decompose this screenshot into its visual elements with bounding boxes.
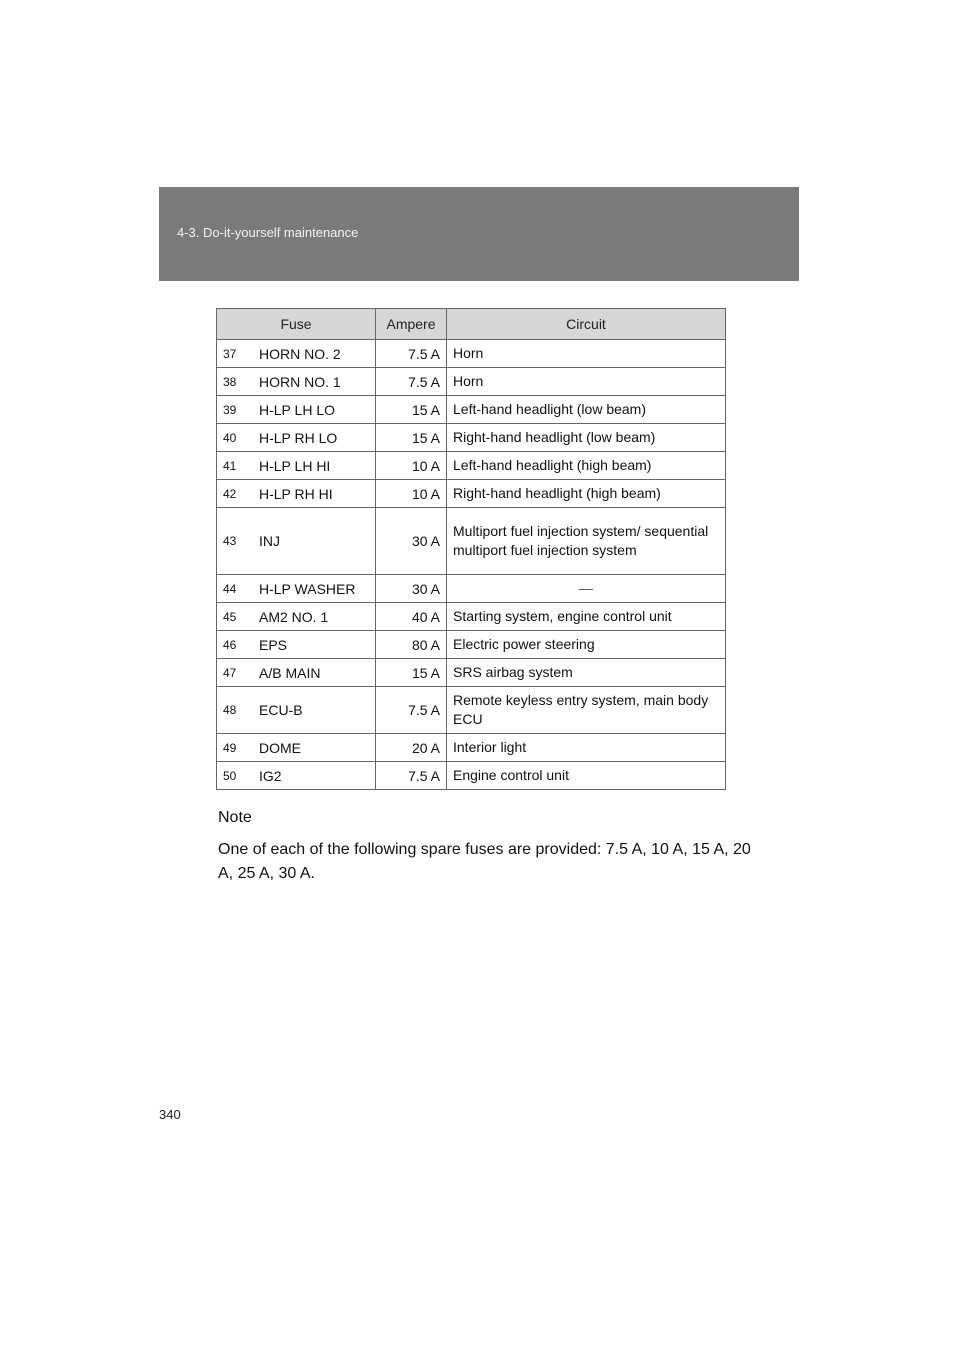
fuse-circuit: Left-hand headlight (low beam) — [447, 396, 726, 424]
table-row — [217, 687, 726, 734]
note-title: Note — [218, 809, 252, 826]
fuse-circuit: Electric power steering — [447, 631, 726, 659]
note-section — [218, 806, 758, 894]
table-row — [217, 396, 726, 424]
column-header-fuse: Fuse — [217, 309, 376, 340]
fuse-number: 43 — [217, 508, 254, 575]
fuse-name: H-LP RH LO — [253, 424, 376, 452]
fuse-number: 40 — [217, 424, 254, 452]
fuse-number: 48 — [217, 687, 254, 734]
fuse-name: AM2 NO. 1 — [253, 603, 376, 631]
fuse-circuit: Remote keyless entry system, main body ECU — [447, 687, 726, 734]
fuse-ampere: 15 A — [376, 424, 447, 452]
table-header-row — [217, 309, 726, 340]
table-row — [217, 340, 726, 368]
fuse-name: A/B MAIN — [253, 659, 376, 687]
fuse-ampere: 40 A — [376, 603, 447, 631]
fuse-name: ECU-B — [253, 687, 376, 734]
fuse-number: 45 — [217, 603, 254, 631]
fuse-name: HORN NO. 2 — [253, 340, 376, 368]
table-row — [217, 603, 726, 631]
table-row — [217, 659, 726, 687]
fuse-circuit: Right-hand headlight (high beam) — [447, 480, 726, 508]
table-row — [217, 424, 726, 452]
column-header-circuit: Circuit — [447, 309, 726, 340]
fuse-circuit: — — [447, 575, 726, 603]
fuse-name: H-LP RH HI — [253, 480, 376, 508]
fuse-circuit: Interior light — [447, 734, 726, 762]
fuse-circuit: Multiport fuel injection system/ sequential multiport fuel injection system — [447, 508, 726, 575]
fuse-ampere: 20 A — [376, 734, 447, 762]
fuse-ampere: 10 A — [376, 480, 447, 508]
fuse-number: 50 — [217, 762, 254, 790]
fuse-number: 37 — [217, 340, 254, 368]
fuse-circuit: Horn — [447, 340, 726, 368]
fuse-name: H-LP LH LO — [253, 396, 376, 424]
fuse-circuit: SRS airbag system — [447, 659, 726, 687]
fuse-ampere: 30 A — [376, 575, 447, 603]
column-header-ampere: Ampere — [376, 309, 447, 340]
fuse-table — [216, 308, 726, 790]
table-row — [217, 631, 726, 659]
fuse-name: DOME — [253, 734, 376, 762]
fuse-name: INJ — [253, 508, 376, 575]
fuse-circuit: Starting system, engine control unit — [447, 603, 726, 631]
fuse-number: 46 — [217, 631, 254, 659]
fuse-number: 38 — [217, 368, 254, 396]
fuse-number: 44 — [217, 575, 254, 603]
fuse-circuit: Right-hand headlight (low beam) — [447, 424, 726, 452]
table-row — [217, 508, 726, 575]
fuse-ampere: 7.5 A — [376, 368, 447, 396]
section-title: 4-3. Do-it-yourself maintenance — [177, 225, 359, 240]
fuse-number: 49 — [217, 734, 254, 762]
fuse-number: 39 — [217, 396, 254, 424]
fuse-number: 41 — [217, 452, 254, 480]
fuse-name: H-LP WASHER — [253, 575, 376, 603]
fuse-number: 47 — [217, 659, 254, 687]
table-row — [217, 480, 726, 508]
fuse-circuit: Horn — [447, 368, 726, 396]
fuse-ampere: 7.5 A — [376, 687, 447, 734]
table-row — [217, 575, 726, 603]
fuse-name: HORN NO. 1 — [253, 368, 376, 396]
fuse-ampere: 7.5 A — [376, 762, 447, 790]
fuse-number: 42 — [217, 480, 254, 508]
table-row — [217, 762, 726, 790]
table-row — [217, 368, 726, 396]
fuse-circuit: Engine control unit — [447, 762, 726, 790]
fuse-name: EPS — [253, 631, 376, 659]
section-header — [159, 187, 799, 281]
fuse-ampere: 15 A — [376, 396, 447, 424]
fuse-name: H-LP LH HI — [253, 452, 376, 480]
fuse-name: IG2 — [253, 762, 376, 790]
fuse-ampere: 30 A — [376, 508, 447, 575]
note-text: One of each of the following spare fuses are provided: 7.5 A, 10 A, 15 A, 20 A, 25 A, 30 A. — [218, 841, 751, 882]
fuse-ampere: 7.5 A — [376, 340, 447, 368]
table-row — [217, 452, 726, 480]
fuse-ampere: 10 A — [376, 452, 447, 480]
fuse-ampere: 80 A — [376, 631, 447, 659]
fuse-circuit: Left-hand headlight (high beam) — [447, 452, 726, 480]
page-number: 340 — [159, 1107, 181, 1122]
fuse-ampere: 15 A — [376, 659, 447, 687]
table-row — [217, 734, 726, 762]
